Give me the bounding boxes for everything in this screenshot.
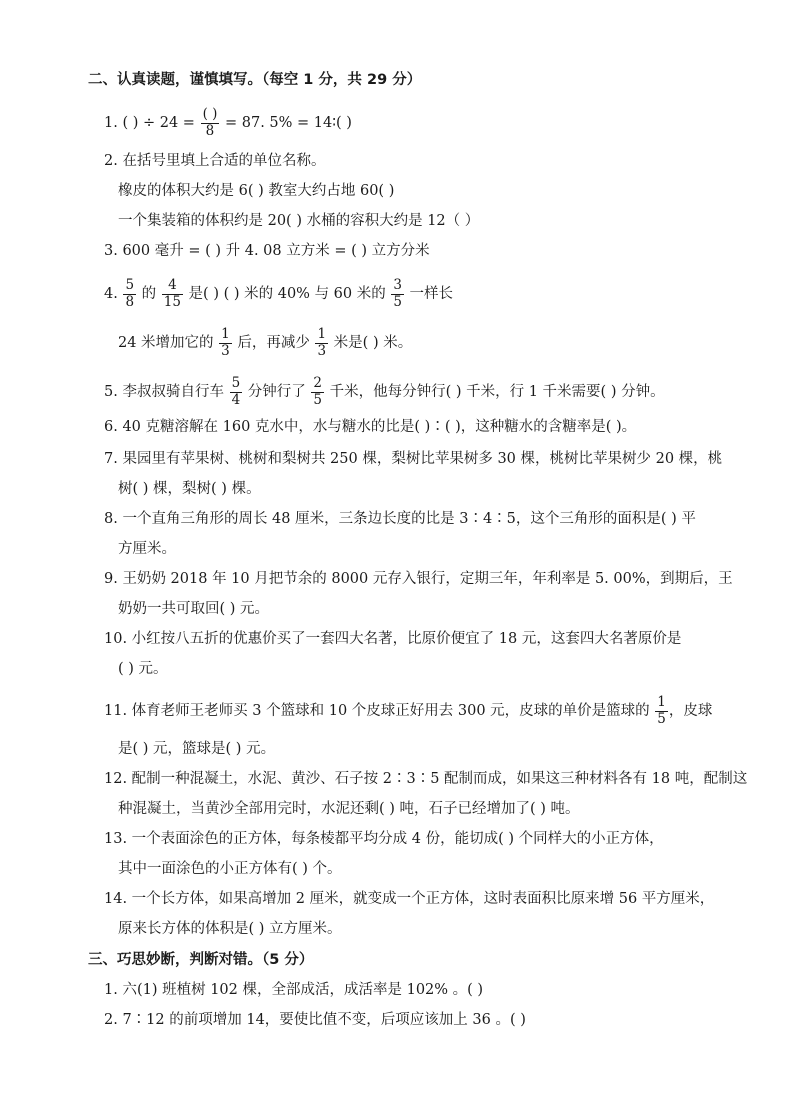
q12-line-b: [118, 799, 580, 819]
text-segment: 13. 一个表面涂色的正方体，每条棱都平均分成 4 份，能切成( ) 个同样大的小正方体，: [104, 831, 664, 847]
text-segment: 6. 40 克糖溶解在 160 克水中，水与糖水的比是( )∶( )，这种糖水的含糖率是( )。: [104, 419, 637, 435]
fraction-denominator: 3: [221, 342, 230, 359]
text-segment: 是( ) 元，篮球是( ) 元。: [118, 741, 276, 757]
fraction-numerator: 5: [231, 375, 241, 391]
text-segment: 24 米增加它的: [118, 335, 219, 351]
text-segment: 其中一面涂色的小正方体有( ) 个。: [118, 861, 342, 877]
fraction-denominator: 5: [313, 391, 322, 408]
fraction: [315, 328, 328, 358]
text-segment: 1. 六(1) 班植树 102 棵，全部成活，成活率是 102% 。( ): [104, 982, 484, 998]
fraction: [219, 328, 232, 358]
q10-line-b: [118, 659, 168, 679]
q3-line: [104, 241, 430, 261]
text-segment: 3. 600 毫升 = ( ) 升 4. 08 立方米 = ( ) 立方分米: [104, 243, 430, 259]
fraction-numerator: ( ): [202, 106, 218, 122]
text-segment: 7. 果园里有苹果树、桃树和梨树共 250 棵，梨树比苹果树多 30 棵，桃树比苹果树少 20 棵，桃: [104, 451, 723, 467]
fraction: [123, 279, 136, 309]
fraction-numerator: 1: [657, 694, 666, 710]
text-segment: 是( ) ( ) 米的 40% 与 60 米的: [183, 286, 391, 302]
text-segment: 一个集装箱的体积约是 20( ) 水桶的容积大约是 12（ ）: [118, 213, 480, 229]
text-segment: 米是( ) 米。: [329, 335, 413, 351]
q7-line-b: [118, 479, 261, 499]
text-segment: ，皮球: [668, 703, 713, 719]
text-segment: 分钟行了: [243, 384, 311, 400]
text-segment: 橡皮的体积大约是 6( ) 教室大约占地 60( ): [118, 183, 395, 199]
fraction-numerator: 1: [221, 326, 230, 342]
section-heading-fill: 二、认真读题，谨慎填写。（每空 1 分，共 29 分）: [88, 72, 422, 88]
q9-line-b: [118, 599, 269, 619]
section-heading-judge: 三、巧思妙断，判断对错。（5 分）: [88, 952, 314, 968]
text-segment: 14. 一个长方体，如果高增加 2 厘米，就变成一个正方体，这时表面积比原来增 56 平方厘米，: [104, 891, 715, 907]
text-segment: 2. 7∶12 的前项增加 14，要使比值不变，后项应该加上 36 。( ): [104, 1012, 526, 1028]
fraction: [311, 377, 324, 407]
text-segment: 9. 王奶奶 2018 年 10 月把节余的 8000 元存入银行，定期三年，年利率是 5. 00%，到期后，王: [104, 571, 733, 587]
text-segment: 原来长方体的体积是( ) 立方厘米。: [118, 921, 342, 937]
fraction: [230, 377, 243, 407]
q13-line: [104, 829, 664, 849]
text-segment: 奶奶一共可取回( ) 元。: [118, 601, 270, 617]
text-segment: 8. 一个直角三角形的周长 48 厘米，三条边长度的比是 3∶4∶5，这个三角形的面积是( ) 平: [104, 511, 696, 527]
text-segment: 2. 在括号里填上合适的单位名称。: [104, 153, 326, 169]
q5-line: [104, 377, 665, 407]
q2-line: [104, 151, 325, 171]
fraction-denominator: 5: [657, 710, 666, 727]
text-segment: 12. 配制一种混凝土，水泥、黄沙、石子按 2∶3∶5 配制而成，如果这三种材料各有 18 吨，配制这: [104, 771, 748, 787]
text-segment: 千米，他每分钟行( ) 千米，行 1 千米需要( ) 分钟。: [324, 384, 665, 400]
text-segment: 树( ) 棵，梨树( ) 棵。: [118, 481, 261, 497]
text-segment: 11. 体育老师王老师买 3 个篮球和 10 个皮球正好用去 300 元，皮球的单价是篮球的: [104, 703, 655, 719]
q7-line: [104, 449, 722, 469]
q4-line-b: [118, 328, 412, 358]
text-segment: 后，再减少: [232, 335, 315, 351]
text-segment: 的: [137, 286, 161, 302]
q9-line: [104, 569, 733, 589]
text-segment: 5. 李叔叔骑自行车: [104, 384, 229, 400]
q6-line: [104, 417, 636, 437]
text-segment: 种混凝土，当黄沙全部用完时，水泥还剩( ) 吨，石子已经增加了( ) 吨。: [118, 801, 580, 817]
fraction: [655, 696, 668, 726]
q4-line: [104, 279, 453, 309]
fraction-denominator: 8: [205, 122, 215, 139]
text-segment: 4.: [104, 286, 123, 302]
fraction-numerator: 2: [313, 375, 322, 391]
fraction-numerator: 3: [393, 277, 402, 293]
q8-line: [104, 509, 696, 529]
text-segment: ( ) 元。: [118, 661, 168, 677]
q13-line-b: [118, 859, 342, 879]
fraction-numerator: 5: [125, 277, 135, 293]
text-segment: 方厘米。: [118, 541, 176, 557]
text-segment: 一样长: [404, 286, 454, 302]
fraction-denominator: 4: [231, 391, 241, 408]
judge1-line: [104, 980, 483, 1000]
text-segment: 1. ( ) ÷ 24 =: [104, 115, 200, 131]
fraction-numerator: 1: [317, 326, 327, 342]
text-segment: = 87. 5% = 14∶( ): [220, 115, 352, 131]
q10-line: [104, 629, 681, 649]
q2-line-a: [118, 181, 394, 201]
fraction-denominator: 5: [393, 293, 402, 310]
q11-line: [104, 696, 712, 726]
judge2-line: [104, 1010, 526, 1030]
q14-line-b: [118, 919, 342, 939]
fraction-denominator: 15: [163, 293, 181, 310]
text-segment: 10. 小红按八五折的优惠价买了一套四大名著，比原价便宜了 18 元，这套四大名著原价是: [104, 631, 682, 647]
q12-line: [104, 769, 747, 789]
fraction-denominator: 8: [125, 293, 135, 310]
fraction: [162, 279, 183, 309]
q11-line-b: [118, 739, 275, 759]
q2-line-b: [118, 211, 479, 231]
fraction: [201, 108, 220, 138]
q8-line-b: [118, 539, 176, 559]
fraction-denominator: 3: [317, 342, 327, 359]
q14-line: [104, 889, 714, 909]
fraction-numerator: 4: [162, 279, 183, 295]
fraction: [391, 279, 404, 309]
q1-line: [104, 108, 352, 138]
